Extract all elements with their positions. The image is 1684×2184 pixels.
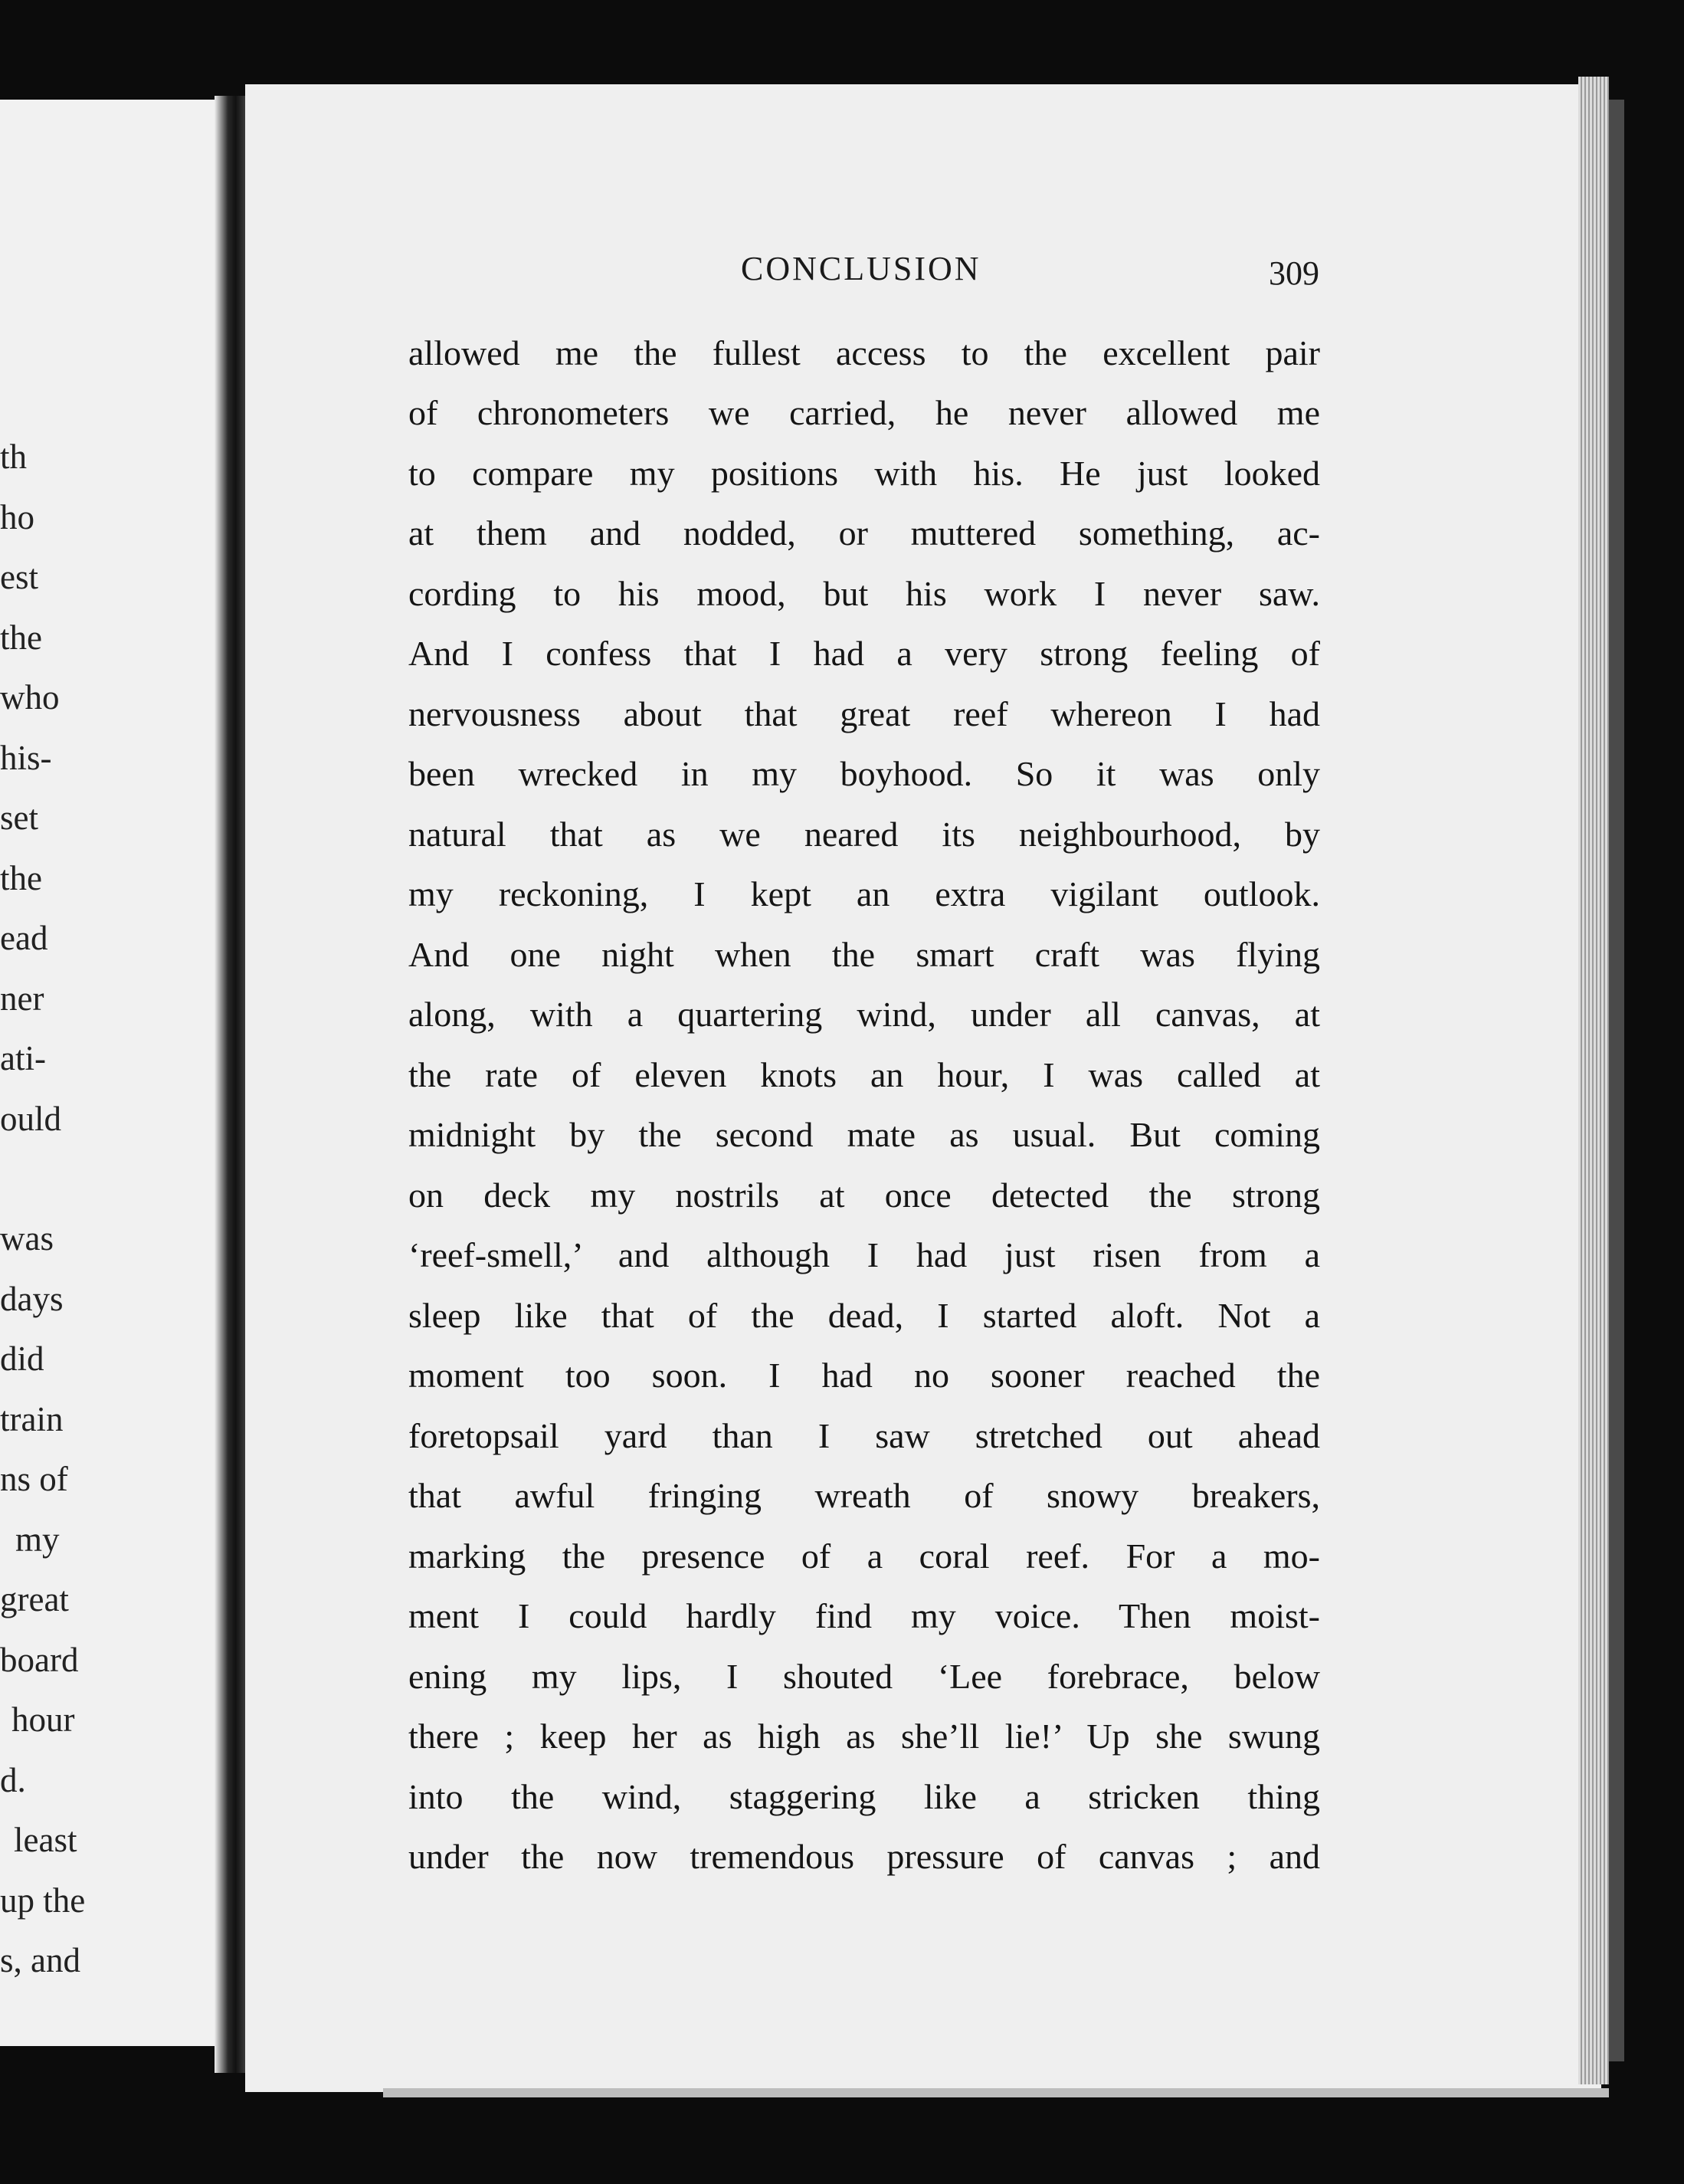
book-cover-edge (1609, 100, 1624, 2061)
previous-page-line: s, and (0, 1941, 80, 1979)
page-number: 309 (1269, 254, 1319, 292)
previous-page-line: hour (11, 1700, 75, 1739)
previous-page-line: did (0, 1340, 44, 1378)
previous-page-line: his- (0, 739, 52, 777)
previous-page-line: ead (0, 919, 48, 957)
text-line: foretopsail yard than I saw stretched out ahead (408, 1416, 1320, 1455)
text-line: ening my lips, I shouted ‘Lee forebrace, below (408, 1657, 1320, 1696)
text-line: at them and nodded, or muttered something, ac- (408, 513, 1320, 553)
previous-page-line: the (0, 618, 42, 657)
text-line: natural that as we neared its neighbourhood, by (408, 815, 1320, 854)
previous-page-line: board (0, 1641, 79, 1679)
text-line: nervousness about that great reef whereon I had (408, 694, 1320, 733)
previous-page-line: th (0, 438, 28, 476)
page-edges (1578, 77, 1609, 2084)
previous-page-line: set (0, 799, 38, 837)
previous-page-line: great (0, 1580, 69, 1618)
text-line: on deck my nostrils at once detected the strong (408, 1176, 1320, 1215)
text-line: along, with a quartering wind, under all canvas, at (408, 995, 1320, 1034)
previous-page-line: ns of (0, 1460, 68, 1498)
running-head: CONCLUSION (741, 250, 981, 287)
text-line: cording to his mood, but his work I never saw. (408, 574, 1320, 613)
text-line: to compare my positions with his. He just looked (408, 454, 1320, 493)
page-header (414, 249, 1325, 295)
previous-page-line: least (14, 1821, 77, 1859)
text-line: ment I could hardly find my voice. Then moist- (408, 1596, 1320, 1635)
previous-page-line: who (0, 678, 60, 717)
text-line: And one night when the smart craft was flying (408, 935, 1320, 974)
text-line: sleep like that of the dead, I started aloft. Not a (408, 1296, 1320, 1335)
previous-page-line: up the (0, 1881, 86, 1920)
text-line: midnight by the second mate as usual. But coming (408, 1115, 1320, 1154)
previous-page-line: est (0, 558, 38, 596)
page-bottom-edge (383, 2088, 1609, 2097)
text-line: into the wind, staggering like a stricken thing (408, 1777, 1320, 1816)
previous-page-line: was (0, 1219, 54, 1258)
text-line: marking the presence of a coral reef. For a mo- (408, 1536, 1320, 1576)
previous-page-line: ould (0, 1100, 62, 1138)
previous-page-line: ho (0, 498, 34, 536)
text-line: the rate of eleven knots an hour, I was called at (408, 1055, 1320, 1094)
previous-page (0, 100, 230, 2046)
previous-page-line: ner (0, 979, 44, 1018)
previous-page-line: train (0, 1400, 64, 1438)
text-line: allowed me the fullest access to the excellent pair (408, 333, 1320, 372)
text-line: moment too soon. I had no sooner reached the (408, 1356, 1320, 1395)
previous-page-line: my (15, 1520, 60, 1559)
previous-page-line: ati- (0, 1039, 46, 1077)
previous-page-line: the (0, 859, 42, 897)
text-line: that awful fringing wreath of snowy breakers, (408, 1476, 1320, 1515)
previous-page-line: days (0, 1280, 64, 1318)
text-line: under the now tremendous pressure of canvas ; and (408, 1837, 1320, 1876)
previous-page-line: d. (0, 1761, 26, 1799)
text-line: ‘reef-smell,’ and although I had just risen from a (408, 1235, 1320, 1274)
text-line: my reckoning, I kept an extra vigilant outlook. (408, 874, 1320, 913)
text-line: And I confess that I had a very strong feeling of (408, 634, 1320, 673)
text-line: been wrecked in my boyhood. So it was only (408, 754, 1320, 793)
text-line: there ; keep her as high as she’ll lie!’ Up she swung (408, 1717, 1320, 1756)
text-line: of chronometers we carried, he never allowed me (408, 393, 1320, 432)
